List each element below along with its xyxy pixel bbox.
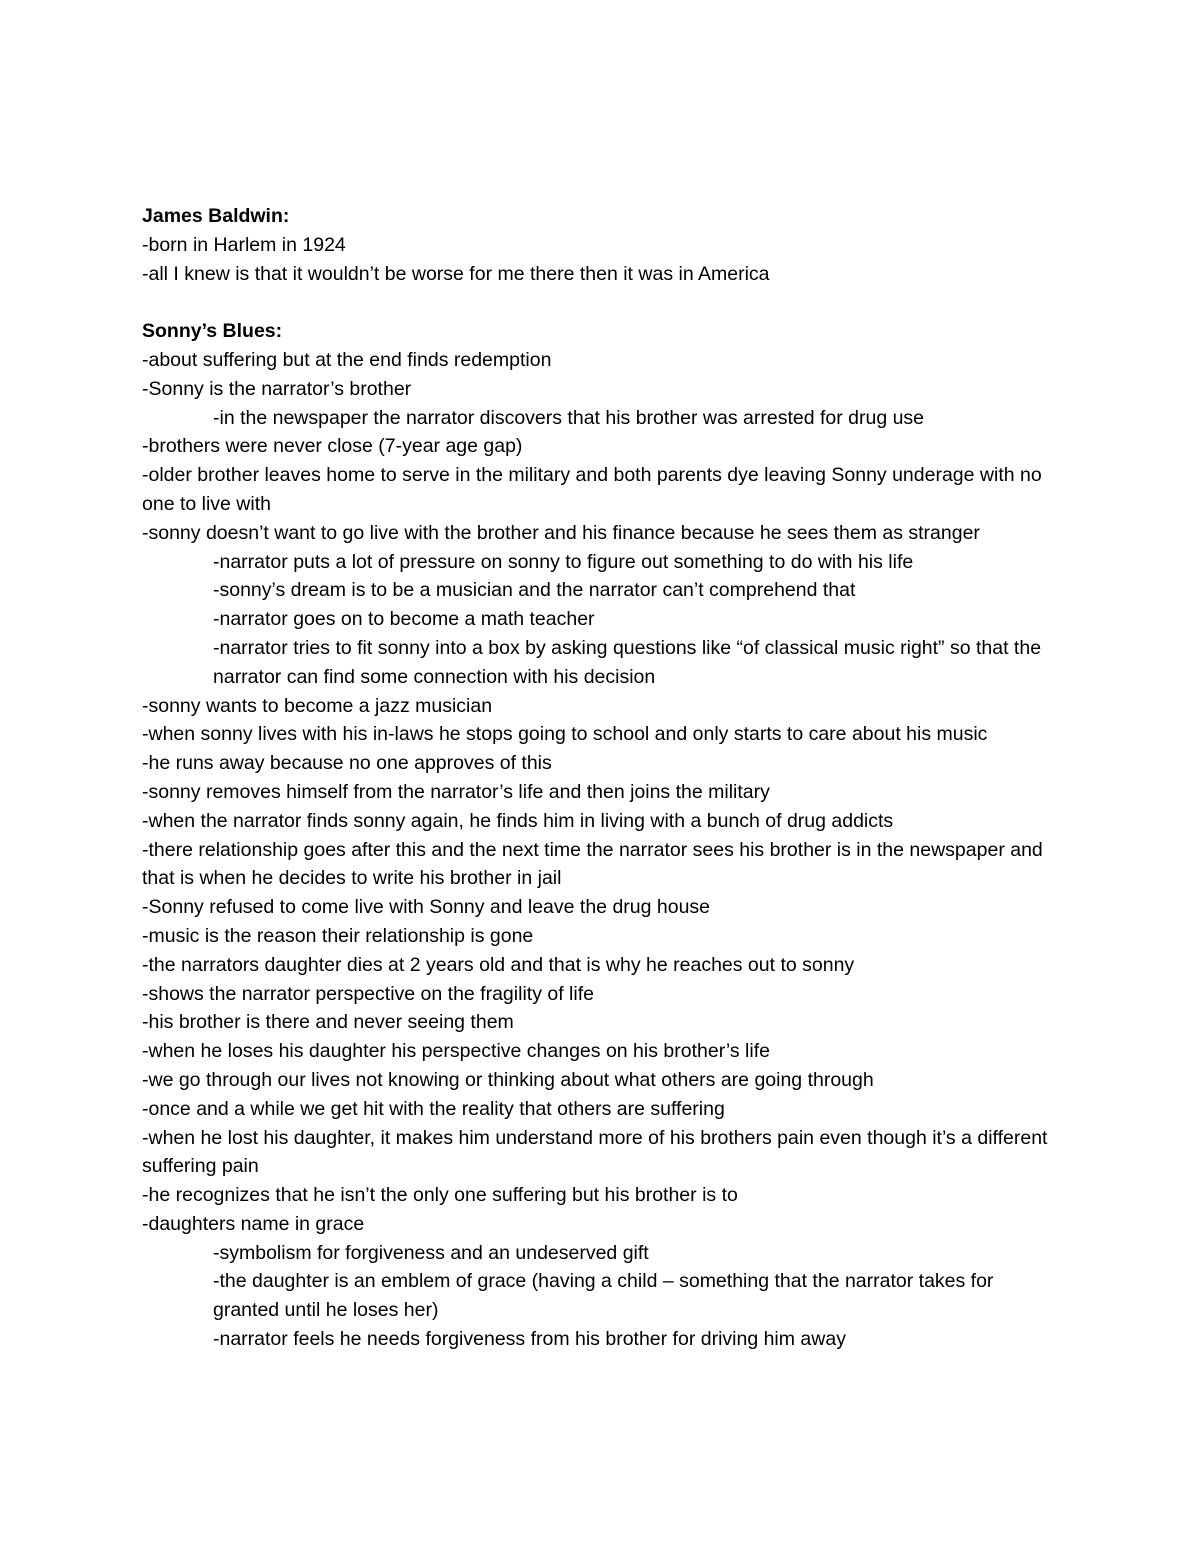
note-item: -daughters name in grace <box>142 1212 365 1235</box>
document-page <box>142 202 1062 1354</box>
note-list <box>142 231 1062 289</box>
sub-note-item: -narrator puts a lot of pressure on sonny to figure out something to do with his life <box>213 550 914 573</box>
note-item: -about suffering but at the end finds redemption <box>142 348 552 371</box>
note-section <box>142 202 1062 288</box>
note-item: -born in Harlem in 1924 <box>142 233 346 256</box>
note-item: -when he lost his daughter, it makes him understand more of his brothers pain even though it’s a different suffering pain <box>142 1126 1048 1178</box>
note-item: -he recognizes that he isn’t the only one suffering but his brother is to <box>142 1184 738 1207</box>
note-item: -when sonny lives with his in-laws he stops going to school and only starts to care about his music <box>142 723 988 746</box>
note-item: -the narrators daughter dies at 2 years old and that is why he reaches out to sonny <box>142 953 855 976</box>
note-item: -sonny removes himself from the narrator’s life and then joins the military <box>142 780 770 803</box>
note-item: -shows the narrator perspective on the fragility of life <box>142 982 594 1005</box>
note-item: -all I knew is that it wouldn’t be worse for me there then it was in America <box>142 262 770 285</box>
sub-note-item: -sonny’s dream is to be a musician and the narrator can’t comprehend that <box>213 579 856 602</box>
sub-note-item: -narrator feels he needs forgiveness from his brother for driving him away <box>213 1328 846 1351</box>
section-spacer <box>142 288 1062 317</box>
note-item: -once and a while we get hit with the reality that others are suffering <box>142 1097 725 1120</box>
note-item: -he runs away because no one approves of this <box>142 752 552 775</box>
note-item: -brothers were never close (7-year age gap) <box>142 435 523 458</box>
sub-note-item: -narrator tries to fit sonny into a box by asking questions like “of classical music right” so that the narrator can find some connection with his decision <box>213 636 1042 688</box>
section-title: James Baldwin: <box>142 205 290 227</box>
note-item: -sonny wants to become a jazz musician <box>142 694 493 717</box>
section-title: Sonny’s Blues: <box>142 320 283 343</box>
note-item: -his brother is there and never seeing them <box>142 1011 514 1034</box>
note-item: -there relationship goes after this and the next time the narrator sees his brother is in the newspaper and that is when he decides to write his brother in jail <box>142 838 1043 890</box>
note-item: -we go through our lives not knowing or thinking about what others are going through <box>142 1068 874 1091</box>
document-body <box>142 202 1062 1354</box>
note-section <box>142 317 1062 1354</box>
note-item: -Sonny refused to come live with Sonny and leave the drug house <box>142 896 711 919</box>
note-item: -older brother leaves home to serve in the military and both parents dye leaving Sonny underage with no one to live with <box>142 464 1042 515</box>
note-item: -when the narrator finds sonny again, he finds him in living with a bunch of drug addicts <box>142 809 894 832</box>
sub-note-item: -in the newspaper the narrator discovers that his brother was arrested for drug use <box>213 406 925 429</box>
sub-note-item: -narrator goes on to become a math teacher <box>213 608 595 631</box>
note-item: -when he loses his daughter his perspective changes on his brother’s life <box>142 1040 770 1063</box>
note-item: -music is the reason their relationship is gone <box>142 924 534 947</box>
note-item: -Sonny is the narrator’s brother <box>142 377 412 400</box>
sub-note-item: -the daughter is an emblem of grace (having a child – something that the narrator takes for granted until he loses her) <box>213 1270 994 1322</box>
sub-note-item: -symbolism for forgiveness and an undeserved gift <box>213 1241 649 1264</box>
note-list <box>142 346 1062 1354</box>
note-item: -sonny doesn’t want to go live with the brother and his finance because he sees them as stranger <box>142 521 980 544</box>
